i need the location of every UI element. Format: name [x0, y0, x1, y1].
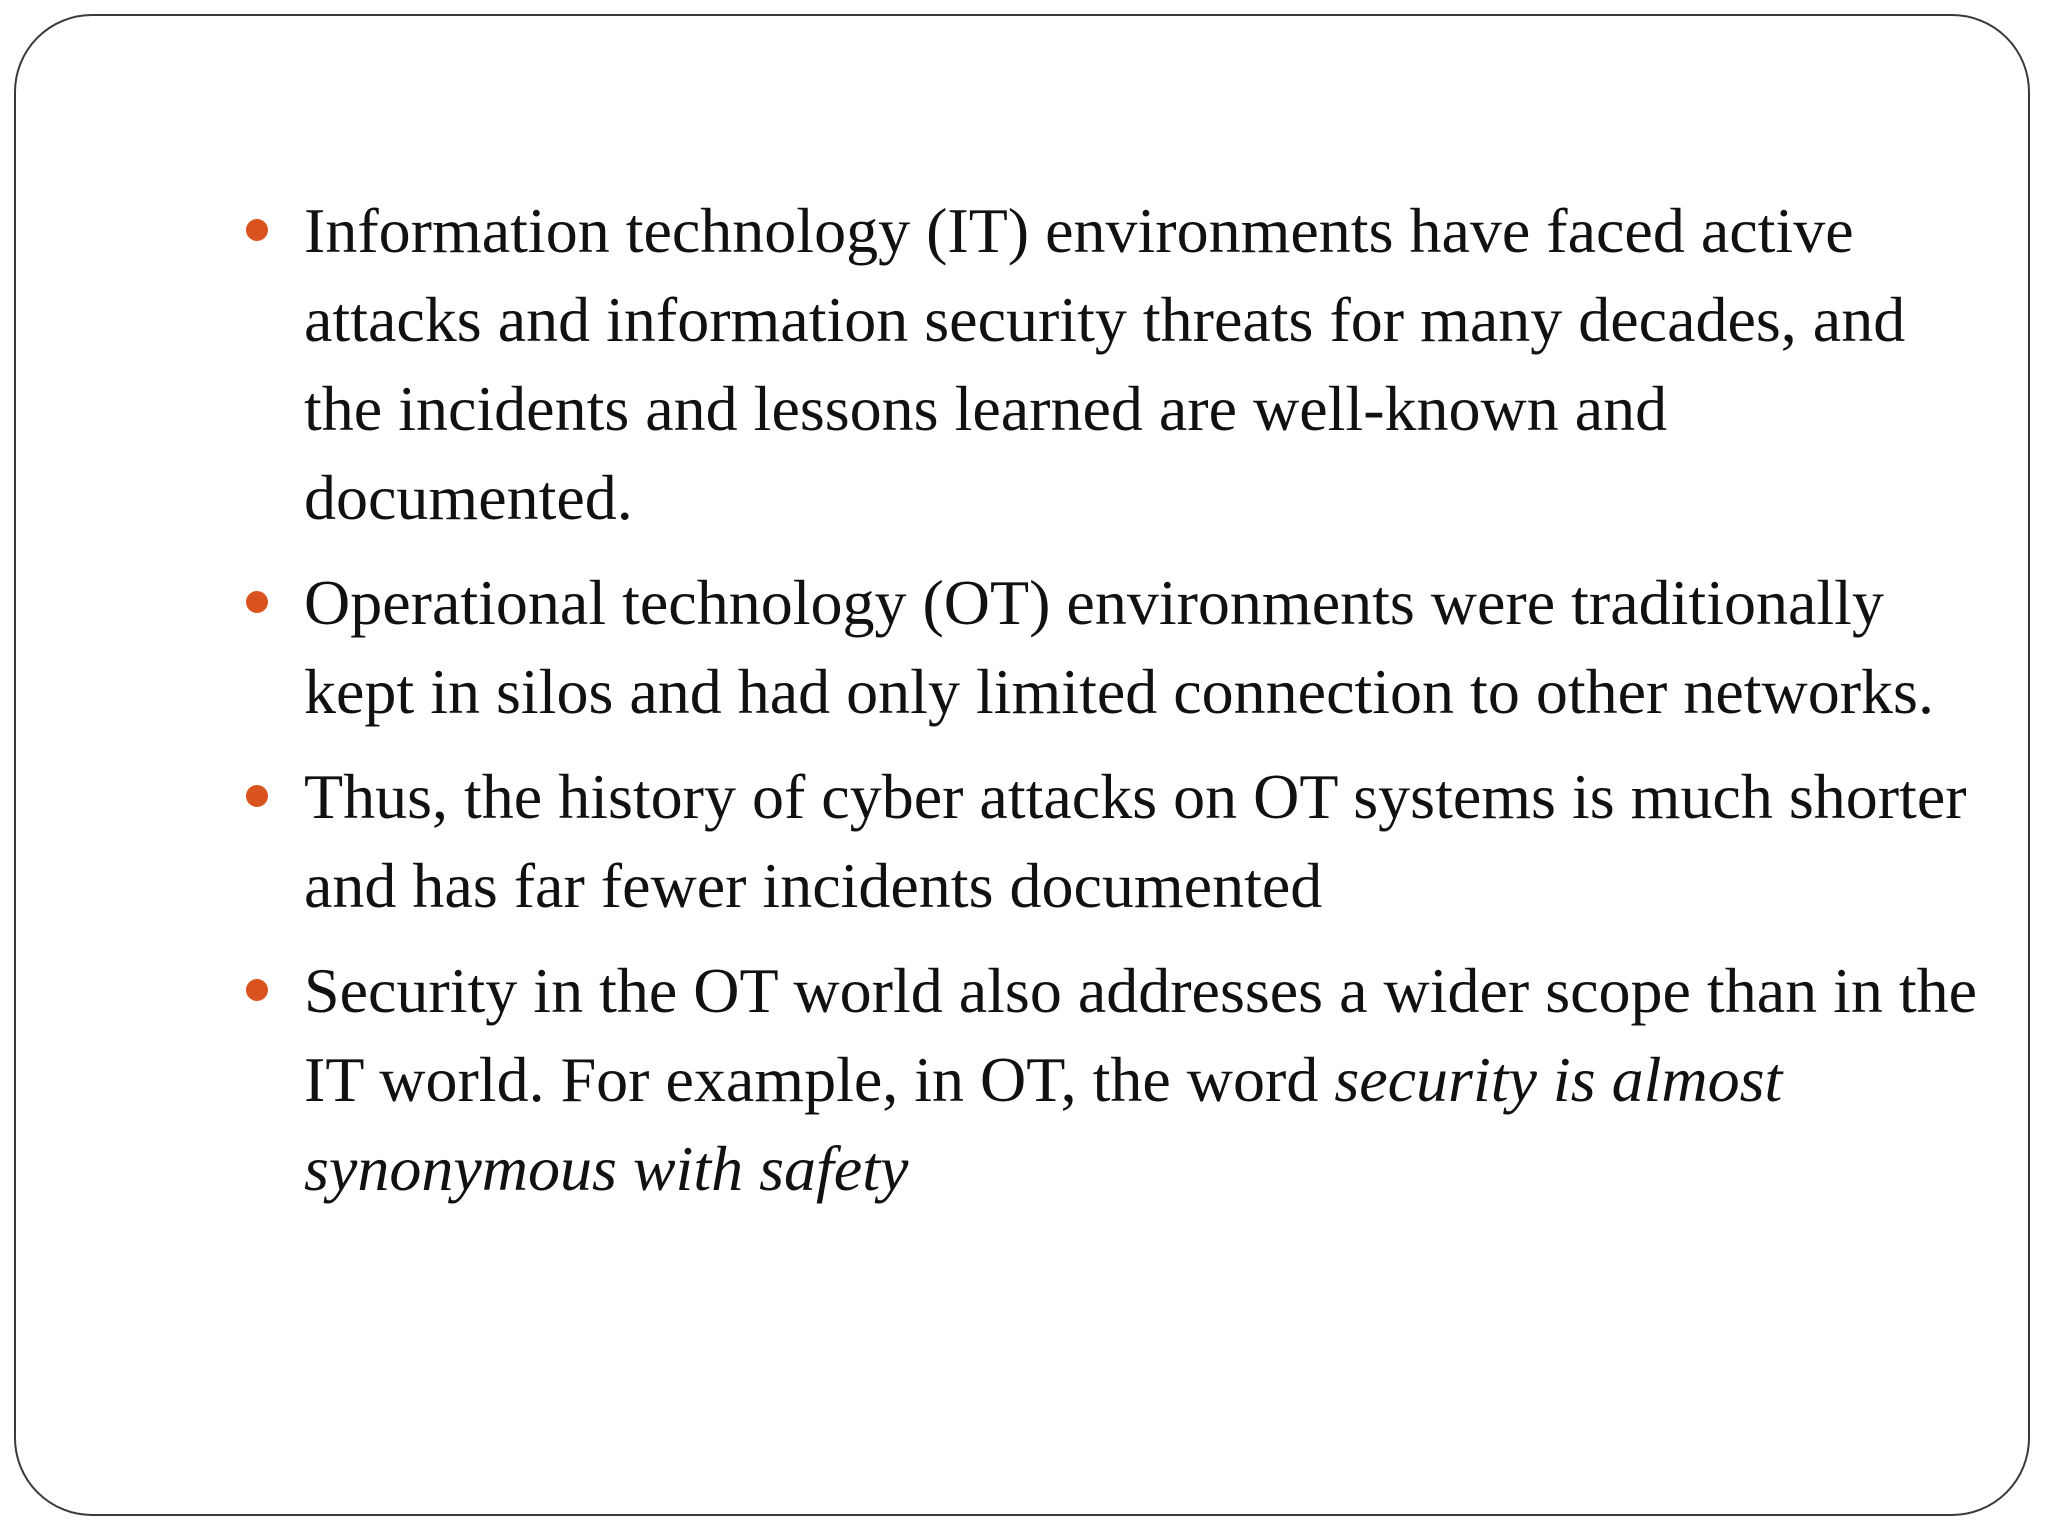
bullet-text: Security in the OT world also addresses a wider scope than in the IT world. For example, in OT, the word	[304, 955, 1978, 1115]
bullet-text: Operational technology (OT) environments were traditionally kept in silos and had only limited connection to other networks.	[304, 567, 1934, 727]
bullet-dot-icon	[246, 591, 268, 613]
bullet-text: Thus, the history of cyber attacks on OT systems is much shorter and has far fewer incidents documented	[304, 761, 1967, 921]
bullet-item-ot-history	[304, 752, 1984, 930]
bullet-italic-text: security is almost synonymous with safety	[304, 1044, 1783, 1204]
bullet-item-ot-environments	[304, 558, 1984, 736]
bullet-dot-icon	[246, 785, 268, 807]
bullet-item-ot-security-scope	[304, 946, 1984, 1213]
slide-frame	[14, 14, 2030, 1516]
bullet-item-it-environments	[304, 186, 1984, 542]
bullet-dot-icon	[246, 979, 268, 1001]
bullet-text: Information technology (IT) environments have faced active attacks and information security threats for many decades, and the incidents and lessons learned are well-known and documented.	[304, 195, 1906, 533]
bullet-list	[304, 186, 1984, 1229]
bullet-dot-icon	[246, 219, 268, 241]
